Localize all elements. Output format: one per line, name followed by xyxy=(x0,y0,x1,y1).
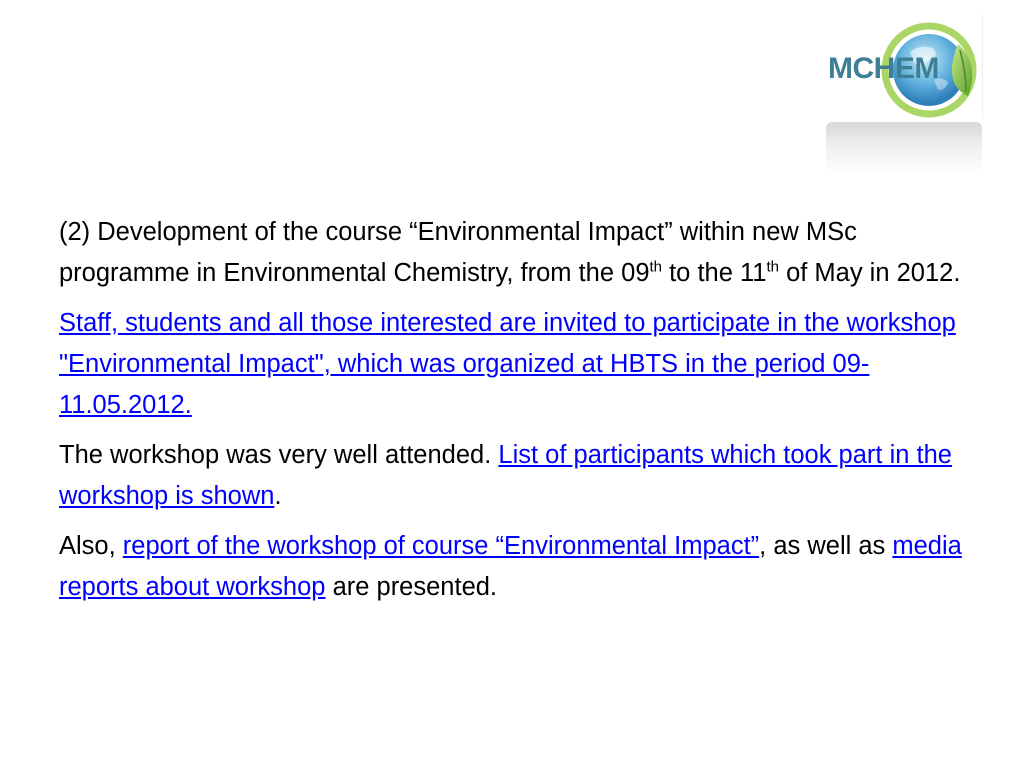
text-segment: to the 11 xyxy=(662,259,767,287)
mchem-logo xyxy=(826,14,982,174)
logo-wordmark: MCHEM xyxy=(828,52,939,85)
text-segment: of May in 2012. xyxy=(778,259,961,287)
logo-reflection xyxy=(826,122,982,174)
text-segment: (2) Development of the course “Environmental Impact” within new MSc programme in Environmental Chemistry, from the 09 xyxy=(59,218,857,287)
paragraph-course-development xyxy=(59,212,974,294)
superscript: th xyxy=(649,258,663,276)
paragraph-attendance xyxy=(59,435,974,517)
media-reports-link[interactable]: media reports about workshop xyxy=(59,532,962,601)
paragraph-reports xyxy=(59,526,974,608)
text-segment: are presented. xyxy=(325,573,498,601)
logo-panel xyxy=(826,14,983,118)
text-segment: The workshop was very well attended. xyxy=(59,441,499,469)
body-text xyxy=(59,212,974,617)
text-segment: Also, xyxy=(59,532,123,560)
invitation-link[interactable]: Staff, students and all those interested are invited to participate in the workshop "Environmental Impact", which was organized at HBTS in the period 09-11.05.2012. xyxy=(59,309,956,419)
superscript: th xyxy=(766,258,779,276)
paragraph-invitation xyxy=(59,303,974,426)
text-segment: , as well as xyxy=(759,532,893,560)
participants-list-link[interactable]: List of participants which took part in the workshop is shown xyxy=(59,441,952,510)
text-segment: . xyxy=(274,482,282,510)
workshop-report-link[interactable]: report of the workshop of course “Environmental Impact” xyxy=(122,532,760,560)
